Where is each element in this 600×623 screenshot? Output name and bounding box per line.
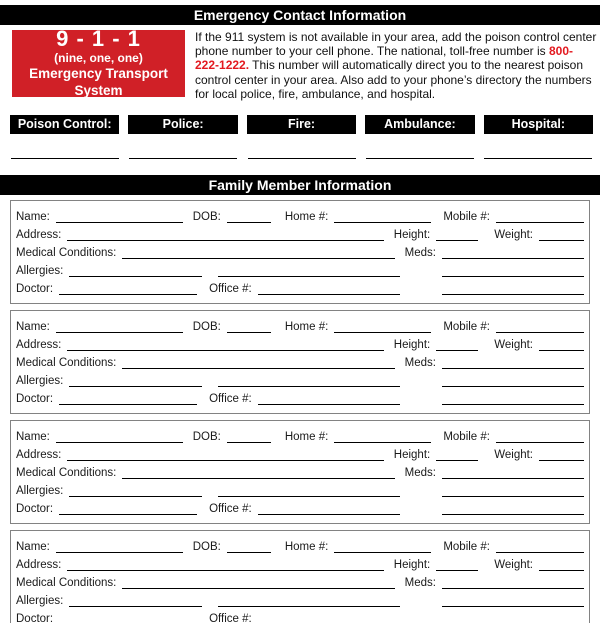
name-label: Name:: [16, 210, 50, 223]
member-row-allergies: [16, 260, 584, 277]
dob-label: DOB:: [192, 540, 221, 553]
weight-label: Weight:: [494, 338, 533, 351]
doctor-label: Doctor:: [16, 393, 54, 406]
member-row-allergies: [16, 480, 584, 497]
meds-blank-line: [442, 476, 584, 479]
meds-continuation-line: [442, 384, 584, 387]
height-blank-line: [436, 348, 478, 351]
meds-blank-line: [442, 366, 584, 369]
height-blank-line: [436, 458, 478, 461]
office-phone-blank-line: [258, 292, 400, 295]
name-label: Name:: [16, 540, 50, 553]
office-phone-label: Office #:: [209, 283, 252, 296]
medical-conditions-label: Medical Conditions:: [16, 466, 117, 479]
meds-continuation-line-2: [442, 292, 584, 295]
height-label: Height:: [393, 448, 431, 461]
weight-blank-line: [539, 348, 584, 351]
section-header-family-label: Family Member Information: [208, 177, 392, 194]
office-phone-blank-line: [258, 512, 400, 515]
member-row-name: [16, 536, 584, 553]
mobile-phone-blank-line: [496, 440, 584, 443]
member-row-address: [16, 334, 584, 351]
doctor-blank-line: [59, 292, 197, 295]
mobile-phone-label: Mobile #:: [443, 540, 490, 553]
member-row-medical: [16, 242, 584, 259]
office-phone-label: Office #:: [209, 503, 252, 516]
meds-continuation-line-2: [442, 512, 584, 515]
address-label: Address:: [16, 558, 62, 571]
allergies-blank-line: [69, 604, 202, 607]
mobile-phone-blank-line: [496, 550, 584, 553]
section-header-family: [0, 175, 600, 195]
member-row-address: [16, 554, 584, 571]
height-label: Height:: [393, 338, 431, 351]
dob-label: DOB:: [192, 430, 221, 443]
info-text-after: This number will automatically direct you to the nearest poison control center in your area. Also add to your phone’s directory the numbers for local police, fire, ambulance, and hospital.: [195, 58, 592, 101]
contact-label-poison-control: Poison Control:: [10, 115, 119, 134]
allergies-continuation-line: [218, 274, 400, 277]
allergies-label: Allergies:: [16, 484, 64, 497]
member-row-allergies: [16, 590, 584, 607]
office-phone-label: Office #:: [209, 613, 252, 623]
meds-continuation-line: [442, 604, 584, 607]
member-row-address: [16, 444, 584, 461]
contact-blank-cell: [128, 157, 237, 159]
medical-conditions-blank-line: [122, 256, 394, 259]
member-row-medical: [16, 352, 584, 369]
member-row-medical: [16, 462, 584, 479]
section-header-emergency-label: Emergency Contact Information: [193, 7, 407, 23]
address-blank-line: [67, 238, 383, 241]
address-blank-line: [67, 458, 383, 461]
911-callout-box: [12, 26, 185, 99]
contact-labels-row: [10, 115, 593, 134]
doctor-label: Doctor:: [16, 613, 54, 623]
height-label: Height:: [393, 228, 431, 241]
contact-label-hospital: Hospital:: [484, 115, 593, 134]
name-blank-line: [56, 550, 183, 553]
meds-continuation-line-2: [442, 402, 584, 405]
home-phone-label: Home #:: [284, 210, 329, 223]
family-member-block: [10, 530, 590, 623]
home-phone-blank-line: [334, 220, 431, 223]
poison-control-info-text: [195, 30, 597, 101]
meds-continuation-line: [442, 494, 584, 497]
weight-blank-line: [539, 568, 584, 571]
home-phone-label: Home #:: [284, 430, 329, 443]
meds-blank-line: [442, 256, 584, 259]
meds-label: Meds:: [404, 246, 436, 259]
medical-conditions-label: Medical Conditions:: [16, 576, 117, 589]
weight-blank-line: [539, 458, 584, 461]
mobile-phone-blank-line: [496, 220, 584, 223]
home-phone-blank-line: [334, 550, 431, 553]
office-phone-label: Office #:: [209, 393, 252, 406]
allergies-blank-line: [69, 274, 202, 277]
911-number: 9 - 1 - 1: [56, 26, 141, 52]
weight-blank-line: [539, 238, 584, 241]
mobile-phone-label: Mobile #:: [443, 430, 490, 443]
allergies-blank-line: [69, 494, 202, 497]
contact-label-police: Police:: [128, 115, 237, 134]
contact-label-fire: Fire:: [247, 115, 356, 134]
name-blank-line: [56, 440, 183, 443]
member-row-doctor: [16, 499, 584, 516]
contact-blank-lines-row: [10, 157, 593, 159]
poison-control-blank-line: [11, 157, 119, 159]
member-row-doctor: [16, 279, 584, 296]
address-label: Address:: [16, 448, 62, 461]
allergies-label: Allergies:: [16, 264, 64, 277]
member-row-doctor: [16, 389, 584, 406]
address-blank-line: [67, 348, 383, 351]
height-blank-line: [436, 238, 478, 241]
doctor-label: Doctor:: [16, 503, 54, 516]
allergies-continuation-line: [218, 604, 400, 607]
contact-blank-cell: [484, 157, 593, 159]
weight-label: Weight:: [494, 228, 533, 241]
mobile-phone-blank-line: [496, 330, 584, 333]
medical-conditions-blank-line: [122, 476, 394, 479]
contact-label-ambulance: Ambulance:: [365, 115, 474, 134]
name-blank-line: [56, 330, 183, 333]
allergies-label: Allergies:: [16, 374, 64, 387]
meds-label: Meds:: [404, 356, 436, 369]
home-phone-blank-line: [334, 330, 431, 333]
dob-label: DOB:: [192, 320, 221, 333]
ambulance-blank-line: [366, 157, 474, 159]
poison-control-phone-number: 800-222-1222.: [195, 44, 574, 73]
fire-blank-line: [248, 157, 356, 159]
dob-label: DOB:: [192, 210, 221, 223]
member-row-address: [16, 224, 584, 241]
hospital-blank-line: [484, 157, 592, 159]
address-label: Address:: [16, 338, 62, 351]
contact-blank-cell: [10, 157, 119, 159]
allergies-continuation-line: [218, 494, 400, 497]
doctor-label: Doctor:: [16, 283, 54, 296]
office-phone-blank-line: [258, 402, 400, 405]
member-row-allergies: [16, 370, 584, 387]
dob-blank-line: [227, 550, 271, 553]
meds-continuation-line: [442, 274, 584, 277]
family-member-block: [10, 420, 590, 524]
home-phone-label: Home #:: [284, 320, 329, 333]
allergies-blank-line: [69, 384, 202, 387]
height-blank-line: [436, 568, 478, 571]
meds-blank-line: [442, 586, 584, 589]
dob-blank-line: [227, 220, 271, 223]
weight-label: Weight:: [494, 448, 533, 461]
meds-label: Meds:: [404, 576, 436, 589]
medical-conditions-label: Medical Conditions:: [16, 356, 117, 369]
name-blank-line: [56, 220, 183, 223]
dob-blank-line: [227, 330, 271, 333]
911-number-words: (nine, one, one): [54, 51, 143, 66]
section-header-emergency: [0, 5, 600, 25]
allergies-label: Allergies:: [16, 594, 64, 607]
home-phone-label: Home #:: [284, 540, 329, 553]
medical-conditions-label: Medical Conditions:: [16, 246, 117, 259]
member-row-medical: [16, 572, 584, 589]
medical-conditions-blank-line: [122, 586, 394, 589]
member-row-name: [16, 206, 584, 223]
member-row-name: [16, 316, 584, 333]
mobile-phone-label: Mobile #:: [443, 320, 490, 333]
medical-conditions-blank-line: [122, 366, 394, 369]
name-label: Name:: [16, 430, 50, 443]
police-blank-line: [129, 157, 237, 159]
home-phone-blank-line: [334, 440, 431, 443]
contact-blank-cell: [247, 157, 356, 159]
height-label: Height:: [393, 558, 431, 571]
family-member-block: [10, 310, 590, 414]
member-row-name: [16, 426, 584, 443]
mobile-phone-label: Mobile #:: [443, 210, 490, 223]
member-row-doctor: [16, 609, 584, 623]
911-caption: Emergency Transport System: [29, 66, 168, 99]
address-label: Address:: [16, 228, 62, 241]
name-label: Name:: [16, 320, 50, 333]
info-text-before: If the 911 system is not available in your area, add the poison control center phone number to your cell phone. The national, toll-free number is: [195, 30, 597, 59]
dob-blank-line: [227, 440, 271, 443]
weight-label: Weight:: [494, 558, 533, 571]
family-members-list: [0, 200, 600, 623]
address-blank-line: [67, 568, 383, 571]
meds-label: Meds:: [404, 466, 436, 479]
doctor-blank-line: [59, 402, 197, 405]
allergies-continuation-line: [218, 384, 400, 387]
family-member-block: [10, 200, 590, 304]
doctor-blank-line: [59, 512, 197, 515]
contact-blank-cell: [365, 157, 474, 159]
emergency-intro-row: [12, 26, 597, 101]
